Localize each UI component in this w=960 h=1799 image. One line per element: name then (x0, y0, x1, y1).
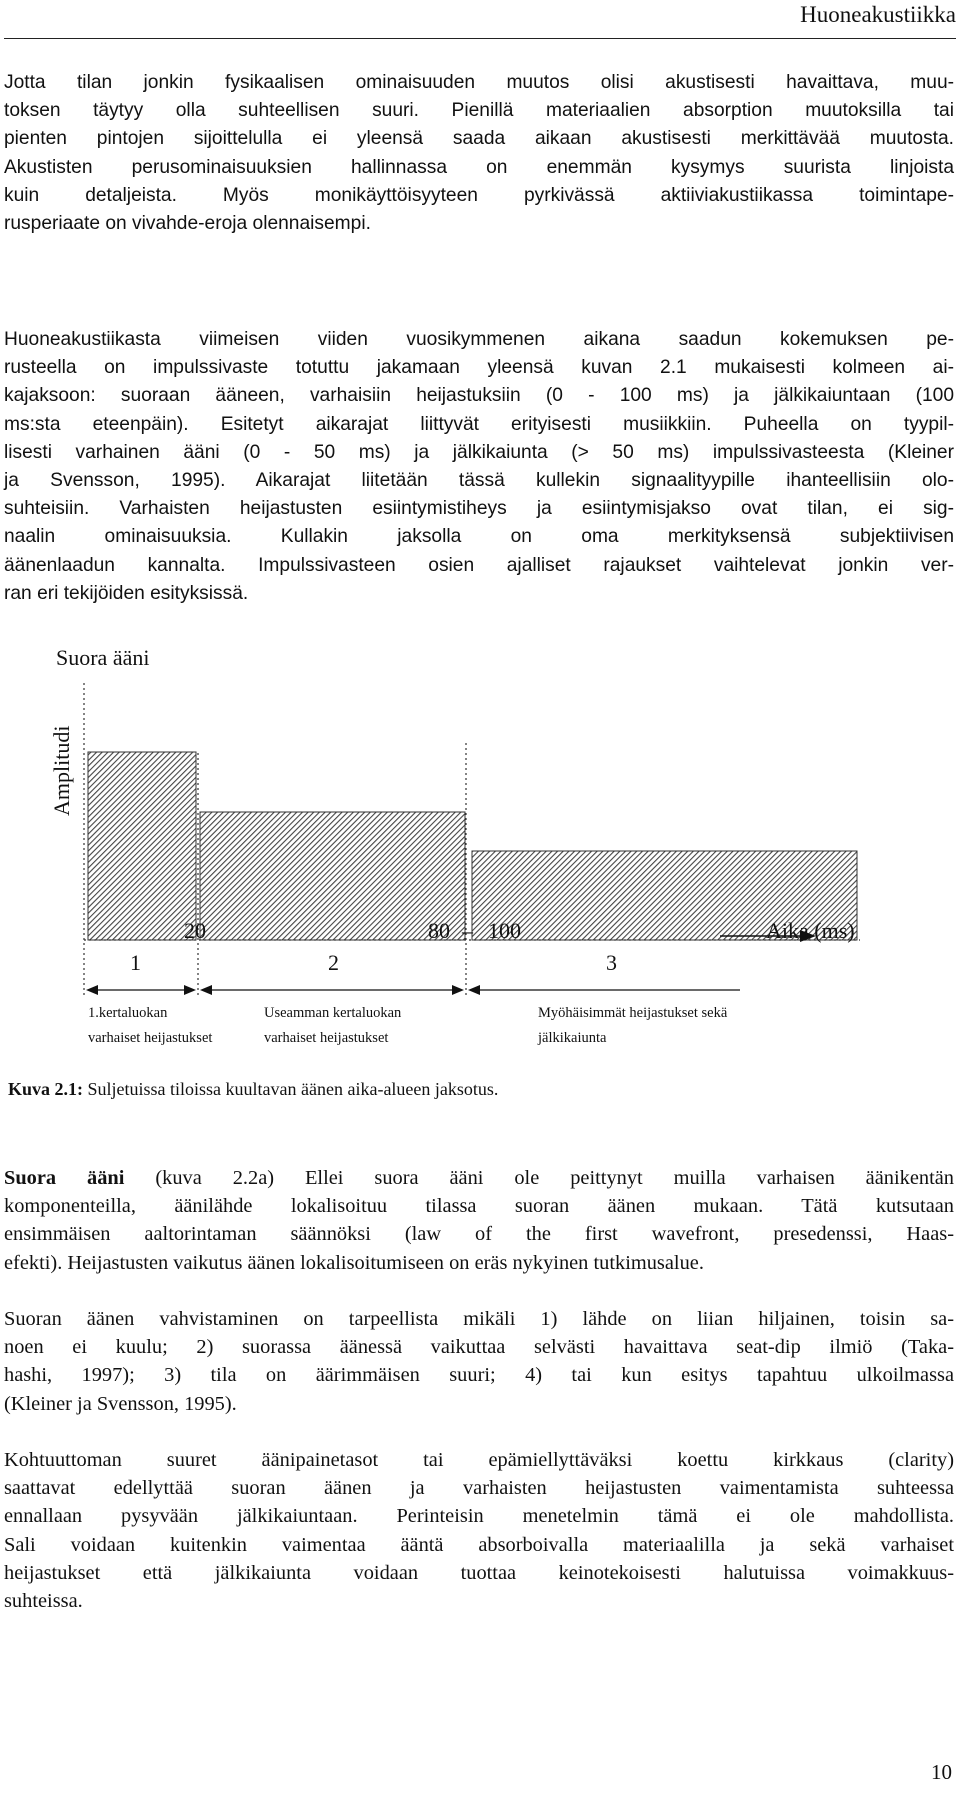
period-2-arrowhead-left (200, 985, 212, 995)
paragraph-2-line: ran eri tekijöiden esityksissä. (4, 582, 249, 604)
paragraph-2-line: lisesti varhainen ääni (0 - 50 ms) ja jälkikaiunta (> 50 ms) impulssivasteesta (Kleiner (4, 441, 954, 463)
paragraph-2-line: äänenlaadun kannalta. Impulssivasteen osien ajalliset rajaukset vaihtelevat jonkin ver- (4, 554, 954, 576)
paragraph-4-line: (Kleiner ja Svensson, 1995). (4, 1392, 237, 1415)
paragraph-2-line: ja Svensson, 1995). Aikarajat liitetään tässä kullekin signaalityypille ihanteellisiin olo- (4, 470, 954, 492)
paragraph-1-line: rusperiaate on vivahde-eroja olennaisempi. (4, 213, 371, 235)
period-3-description-line: Myöhäisimmät heijastukset sekä (538, 1005, 728, 1021)
period-1-arrowhead-right (184, 985, 196, 995)
early-reflections-block (200, 812, 465, 940)
tick-20ms: 20 (184, 918, 206, 943)
paragraph-1-line: Akustisten perusominaisuuksien hallinnassa on enemmän kysymys suurista linjoista (4, 156, 954, 178)
paragraph-2-line: rusteella on impulssivaste totuttu jakamaan yleensä kuvan 2.1 mukaisesti kolmeen ai- (4, 357, 954, 379)
tick-80ms: 80 (428, 918, 450, 943)
period-2-description (264, 1001, 401, 1051)
paragraph-1-line: Jotta tilan jonkin fysikaalisen ominaisuuden muutos olisi akustisesti havaittava, muu- (4, 72, 954, 93)
running-header: Huoneakustiikka (800, 2, 956, 27)
period-3-number: 3 (606, 950, 617, 975)
paragraph-5 (4, 1446, 954, 1615)
figure-caption-label: Kuva 2.1: (8, 1079, 84, 1099)
tick-100ms: 100 (488, 918, 521, 943)
page-number: 10 (931, 1760, 952, 1784)
paragraph-5-line: Sali voidaan kuitenkin vaimentaa ääntä absorboivalla materiaalilla ja sekä varhaiset (4, 1533, 954, 1556)
period-1-number: 1 (130, 950, 141, 975)
period-1-description-line: varhaiset heijastukset (88, 1030, 213, 1046)
y-axis-label: Amplitudi (49, 725, 74, 816)
paragraph-3-line: efekti). Heijastusten vaikutus äänen lokalisoitumiseen on eräs nykyinen tutkimusalue. (4, 1251, 704, 1274)
paragraph-2-line: ms:sta eteenpäin). Esitetyt aikarajat liittyvät erityisesti musiikkiin. Puheella on tyypil- (4, 413, 954, 435)
period-3-description-line: jälkikaiunta (538, 1030, 607, 1046)
x-axis-label: Aika (ms) (766, 918, 855, 943)
period-1-description-line: 1.kertaluokan (88, 1005, 168, 1021)
paragraph-4-line: noen ei kuulu; 2) suorassa äänessä vaikuttaa selvästi havaittava seat-dip ilmiö (Taka- (4, 1336, 954, 1359)
period-1-description (88, 1001, 212, 1051)
period-1-arrowhead-left (86, 985, 98, 995)
impulse-response-diagram (0, 633, 960, 1053)
period-3-description (538, 1001, 727, 1051)
direct-sound-term: Suora ääni (4, 1167, 125, 1189)
period-2-description-line: varhaiset heijastukset (264, 1030, 389, 1046)
paragraph-1-line: pienten pintojen sijoittelulla ei yleensä saada aikaan akustisesti merkittävää muutosta. (4, 128, 954, 150)
paragraph-1 (4, 69, 954, 238)
paragraph-1-line: toksen täytyy olla suhteellisen suuri. Pienillä materiaalien absorption muutoksilla tai (4, 100, 954, 122)
paragraph-2-line: kajaksoon: suoraan ääneen, varhaisiin heijastuksiin (0 - 100 ms) ja jälkikaiuntaan (100 (4, 385, 954, 407)
paragraph-2 (4, 326, 954, 608)
period-2-arrowhead-right (452, 985, 464, 995)
paragraph-4-line: hashi, 1997); 3) tila on äärimmäisen suuri; 4) tai kun esitys tapahtuu ulkoilmassa (4, 1364, 954, 1387)
paragraph-3-line: ensimmäisen aaltorintaman säännöksi (law of the first wavefront, presedenssi, Haas- (4, 1223, 954, 1246)
figure-caption (8, 1079, 498, 1100)
header-rule (4, 38, 956, 39)
period-2-number: 2 (328, 950, 339, 975)
paragraph-3-line: komponenteilla, äänilähde lokalisoituu tilassa suoran äänen mukaan. Tätä kutsutaan (4, 1195, 954, 1218)
paragraph-1-line: kuin detaljeista. Myös monikäyttöisyyteen pyrkivässä aktiiviakustiikassa toimintape- (4, 184, 954, 206)
paragraph-2-line: suhteisiin. Varhaisten heijastusten esiintymistiheys ja esiintymisjakso ovat tilan, ei sig- (4, 498, 954, 520)
impulse-response-figure (0, 633, 960, 1053)
paragraph-2-line: naalin ominaisuuksia. Kullakin jaksolla on oma merkityksensä subjektiivisen (4, 526, 954, 548)
paragraph-5-line: Kohtuuttoman suuret äänipainetasot tai epämiellyttäväksi koettu kirkkaus (clarity) (4, 1449, 954, 1471)
figure-caption-text: Suljetuissa tiloissa kuultavan äänen aika-alueen jaksotus. (83, 1079, 499, 1099)
paragraph-3 (4, 1164, 954, 1277)
paragraph-3-line-text: (kuva 2.2a) Ellei suora ääni ole peittynyt muilla varhaisen äänikentän (124, 1167, 954, 1189)
paragraph-2-line: Huoneakustiikasta viimeisen viiden vuosikymmenen aikana saadun kokemuksen pe- (4, 329, 954, 350)
paragraph-5-line: suhteissa. (4, 1590, 83, 1613)
tick-dash: – (462, 918, 473, 943)
paragraph-5-line: heijastukset että jälkikaiunta voidaan tuottaa keinotekoisesti halutuissa voimakkuus- (4, 1561, 954, 1584)
direct-and-early-block (88, 752, 196, 940)
paragraph-3-line (4, 1164, 954, 1192)
direct-sound-label: Suora ääni (56, 645, 150, 670)
period-3-arrowhead-left (468, 985, 480, 995)
paragraph-4 (4, 1305, 954, 1418)
paragraph-5-line: saattavat edellyttää suoran äänen ja varhaisten heijastusten vaimentamista suhteessa (4, 1477, 954, 1500)
direct-sound-block (88, 752, 196, 940)
paragraph-4-line: Suoran äänen vahvistaminen on tarpeellista mikäli 1) lähde on liian hiljainen, toisin sa- (4, 1308, 954, 1330)
paragraph-5-line: ennallaan pysyvään jälkikaiuntaan. Perinteisin menetelmin tämä ei ole mahdollista. (4, 1505, 954, 1528)
period-2-description-line: Useamman kertaluokan (264, 1005, 402, 1021)
